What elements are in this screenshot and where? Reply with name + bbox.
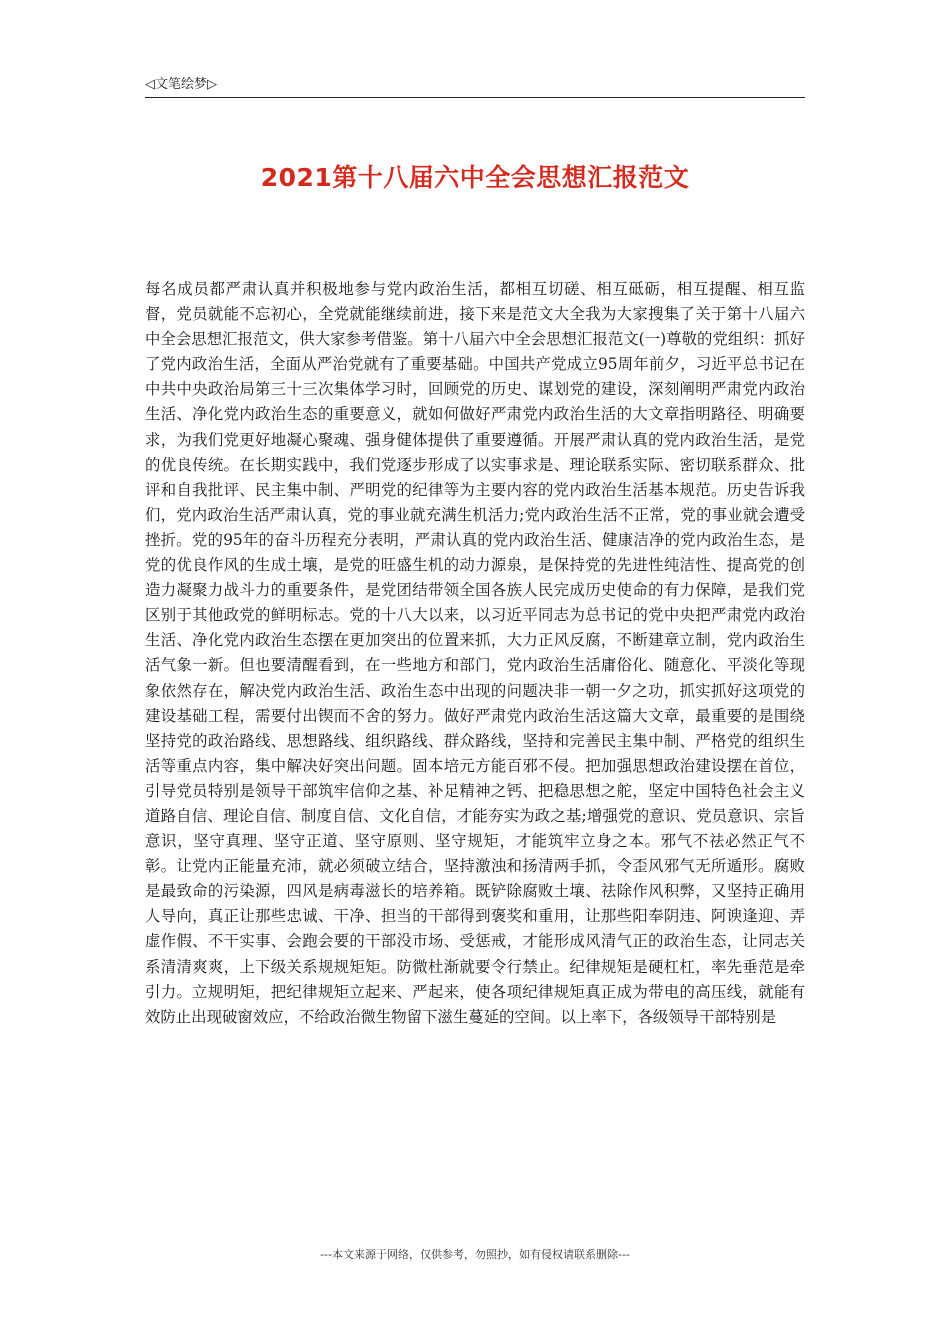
footer-notice: ---本文来源于网络，仅供参考，勿照抄，如有侵权请联系删除--- [320, 1248, 630, 1261]
page-header [145, 71, 805, 98]
header-brand: ◁文笔绘梦▷ [145, 77, 217, 92]
document-title: 2021第十八届六中全会思想汇报范文 [260, 163, 690, 192]
document-body: 每名成员都严肃认真并积极地参与党内政治生活，都相互切磋、相互砥砺，相互提醒、相互监督，党员就能不忘初心，全党就能继续前进，接下来是范文大全我为大家搜集了关于第十八届六中全会思想汇报范文，供大家参考借鉴。第十八届六中全会思想汇报范文(一)尊敬的党组织：抓好了党内政治生活，全面从严治党就有了重要基础。中国共产党成立95周年前夕，习近平总书记在中共中央政治局第三十三次集体学习时，回顾党的历史、谋划党的建设，深刻阐明严肃党内政治生活、净化党内政治生态的重要意义，就如何做好严肃党内政治生活的大文章指明路径、明确要求，为我们党更好地凝心聚魂、强身健体提供了重要遵循。开展严肃认真的党内政治生活，是党的优良传统。在长期实践中，我们党逐步形成了以实事求是、理论联系实际、密切联系群众、批评和自我批评、民主集中制、严明党的纪律等为主要内容的党内政治生活基本规范。历史告诉我们，党内政治生活严肃认真，党的事业就充满生机活力;党内政治生活不正常，党的事业就会遭受挫折。党的95年的奋斗历程充分表明，严肃认真的党内政治生活、健康洁净的党内政治生态，是党的优良作风的生成土壤，是党的旺盛生机的动力源泉，是保持党的先进性纯洁性、提高党的创造力凝聚力战斗力的重要条件，是党团结带领全国各族人民完成历史使命的有力保障，是我们党区别于其他政党的鲜明标志。党的十八大以来，以习近平同志为总书记的党中央把严肃党内政治生活、净化党内政治生态摆在更加突出的位置来抓，大力正风反腐，不断建章立制，党内政治生活气象一新。但也要清醒看到，在一些地方和部门，党内政治生活庸俗化、随意化、平淡化等现象依然存在，解决党内政治生活、政治生态中出现的问题决非一朝一夕之功，抓实抓好这项党的建设基础工程，需要付出锲而不舍的努力。做好严肃党内政治生活这篇大文章，最重要的是围绕坚持党的政治路线、思想路线、组织路线、群众路线，坚持和完善民主集中制、严格党的组织生活等重点内容，集中解决好突出问题。固本培元方能百邪不侵。把加强思想政治建设摆在首位，引导党员特别是领导干部筑牢信仰之基、补足精神之钙、把稳思想之舵，坚定中国特色社会主义道路自信、理论自信、制度自信、文化自信，才能夯实为政之基;增强党的意识、党员意识、宗旨意识，坚守真理、坚守正道、坚守原则、坚守规矩，才能筑牢立身之本。邪气不祛必然正气不彰。让党内正能量充沛，就必须破立结合，坚持激浊和扬清两手抓，令歪风邪气无所遁形。腐败是最致命的污染源，四风是病毒滋长的培养箱。既铲除腐败土壤、祛除作风积弊，又坚持正确用人导向，真正让那些忠诚、干净、担当的干部得到褒奖和重用，让那些阳奉阴违、阿谀逢迎、弄虚作假、不干实事、会跑会要的干部没市场、受惩戒，才能形成风清气正的政治生态，让同志关系清清爽爽，上下级关系规规矩矩。防微杜渐就要令行禁止。纪律规矩是硬杠杠，率先垂范是牵引力。立规明矩，把纪律规矩立起来、严起来，使各项纪律规矩真正成为带电的高压线，就能有效防止出现破窗效应，不给政治微生物留下滋生蔓延的空间。以上率下，各级领导干部特别是 [145, 280, 805, 1026]
